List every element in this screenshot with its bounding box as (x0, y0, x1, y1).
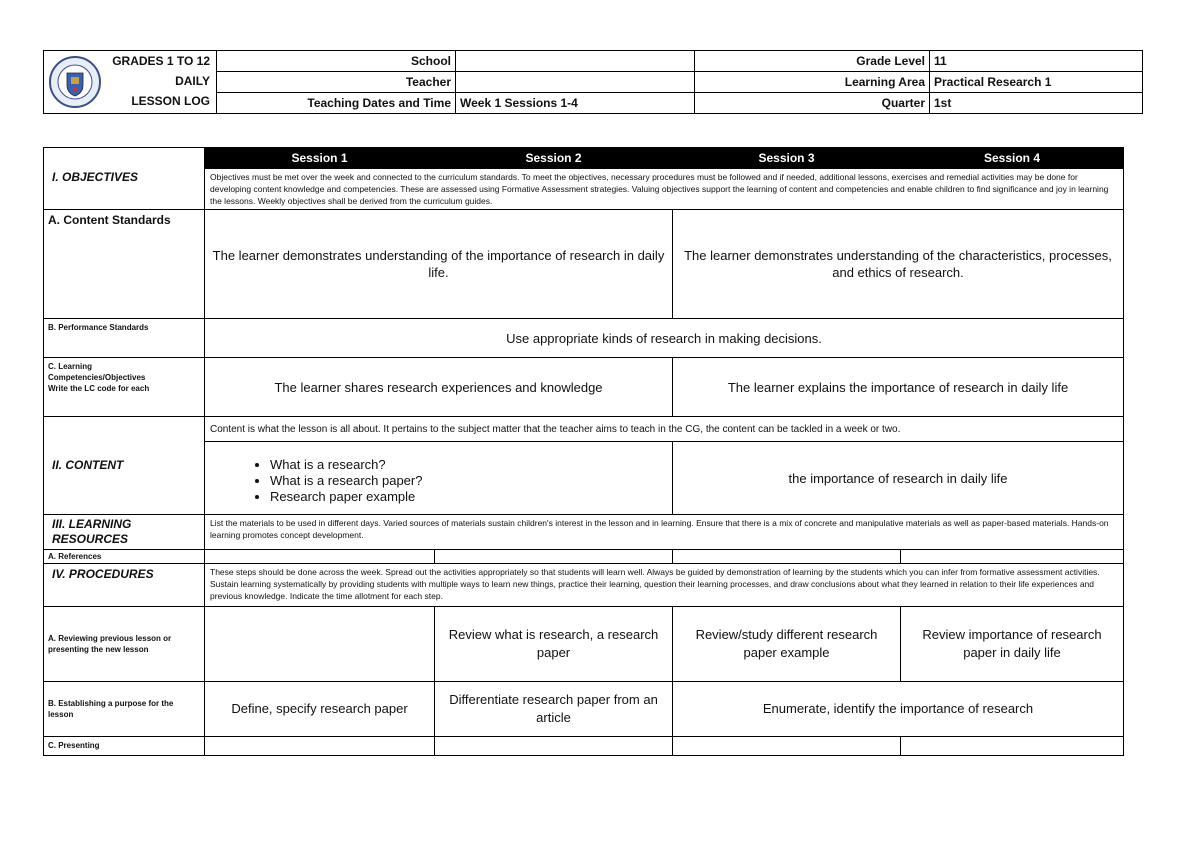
purpose-label: B. Establishing a purpose for the lesson (44, 682, 205, 737)
lesson-log-table (43, 147, 1124, 756)
references-s1[interactable] (205, 550, 435, 564)
presenting-label: C. Presenting (44, 737, 205, 756)
grade-level-value[interactable]: 11 (930, 51, 1143, 72)
teacher-value[interactable] (456, 72, 695, 93)
content-label: II. CONTENT (44, 417, 205, 515)
school-label: School (217, 51, 456, 72)
teaching-dates-value[interactable]: Week 1 Sessions 1-4 (456, 93, 695, 114)
content-standards-right: The learner demonstrates understanding of the characteristics, processes, and ethics of research. (673, 210, 1124, 319)
references-s2[interactable] (435, 550, 673, 564)
learning-resources-text: List the materials to be used in different days. Varied sources of materials sustain children's interest in the lesson and in learning. Ensure that there is a mix of concrete and manipulative materials as well as paper-based materials. Hands-on learning promotes concept development. (205, 515, 1124, 550)
reviewing-s2[interactable]: Review what is research, a research paper (435, 607, 673, 682)
session-1-header: Session 1 (205, 148, 435, 169)
content-right: the importance of research in daily life (673, 442, 1124, 515)
grade-level-label: Grade Level (695, 51, 930, 72)
school-value[interactable] (456, 51, 695, 72)
session-3-header: Session 3 (673, 148, 901, 169)
references-s3[interactable] (673, 550, 901, 564)
learning-resources-label: III. LEARNING RESOURCES (44, 515, 205, 550)
procedures-label: IV. PROCEDURES (44, 564, 205, 607)
reviewing-s1[interactable] (205, 607, 435, 682)
procedures-text: These steps should be done across the week. Spread out the activities appropriately so that students will learn well. Always be guided by demonstration of learning by the students which you can infer from formative assessment activities. Sustain learning systematically by providing students with multiple ways to learn new things, practice their learning, question their learning processes, and draw conclusions about what they learned in relation to their life experiences and previous knowledge. Indicate the time allotment for each step. (205, 564, 1124, 607)
presenting-s3[interactable] (673, 737, 901, 756)
session-4-header: Session 4 (901, 148, 1124, 169)
content-topics-cell (205, 442, 673, 515)
brand-line3: LESSON LOG (131, 94, 210, 108)
quarter-value[interactable]: 1st (930, 93, 1143, 114)
competencies-label-line3: Write the LC code for each (48, 384, 150, 393)
competencies-label-line1: C. Learning (48, 362, 93, 371)
content-topic-item: • What is a research paper? (270, 473, 667, 489)
competencies-label-line2: Competencies/Objectives (48, 373, 146, 382)
teacher-label: Teacher (217, 72, 456, 93)
content-topic-item: • Research paper example (270, 489, 667, 505)
competencies-right: The learner explains the importance of research in daily life (673, 358, 1124, 417)
presenting-s4[interactable] (901, 737, 1124, 756)
teaching-dates-label: Teaching Dates and Time (217, 93, 456, 114)
performance-standards-label: B. Performance Standards (44, 319, 205, 358)
reviewing-label: A. Reviewing previous lesson or presenting the new lesson (44, 607, 205, 682)
content-topics-list (210, 457, 667, 505)
deped-logo-cell (44, 51, 217, 114)
session-2-header: Session 2 (435, 148, 673, 169)
performance-standards-text: Use appropriate kinds of research in making decisions. (205, 319, 1124, 358)
content-note: Content is what the lesson is all about. It pertains to the subject matter that the teacher aims to teach in the CG, the content can be tackled in a week or two. (205, 417, 1124, 442)
content-topic-item: • What is a research? (270, 457, 667, 473)
brand-line2: DAILY (175, 74, 210, 88)
learning-area-label: Learning Area (695, 72, 930, 93)
reviewing-s3[interactable]: Review/study different research paper example (673, 607, 901, 682)
content-standards-left: The learner demonstrates understanding of the importance of research in daily life. (205, 210, 673, 319)
deped-seal-icon (48, 55, 102, 109)
presenting-s1[interactable] (205, 737, 435, 756)
brand-line1: GRADES 1 TO 12 (112, 54, 210, 68)
purpose-s1[interactable]: Define, specify research paper (205, 682, 435, 737)
purpose-s2[interactable]: Differentiate research paper from an article (435, 682, 673, 737)
competencies-label (44, 358, 205, 417)
presenting-s2[interactable] (435, 737, 673, 756)
objectives-description: Objectives must be met over the week and connected to the curriculum standards. To meet the objectives, necessary procedures must be followed and if needed, additional lessons, exercises and remedial activities may be done for developing content knowledge and competencies. These are assessed using Formative Assessment strategies. Valuing objectives support the learning of content and competencies and enable children to find significance and joy in learning the lessons. Weekly objectives shall be derived from the curriculum guides. (205, 169, 1124, 210)
references-s4[interactable] (901, 550, 1124, 564)
purpose-s34[interactable]: Enumerate, identify the importance of research (673, 682, 1124, 737)
objectives-label: I. OBJECTIVES (44, 148, 205, 210)
reviewing-s4[interactable]: Review importance of research paper in daily life (901, 607, 1124, 682)
quarter-label: Quarter (695, 93, 930, 114)
learning-area-value[interactable]: Practical Research 1 (930, 72, 1143, 93)
content-standards-label: A. Content Standards (44, 210, 205, 319)
competencies-left: The learner shares research experiences and knowledge (205, 358, 673, 417)
references-label: A. References (44, 550, 205, 564)
header-table (43, 50, 1143, 114)
